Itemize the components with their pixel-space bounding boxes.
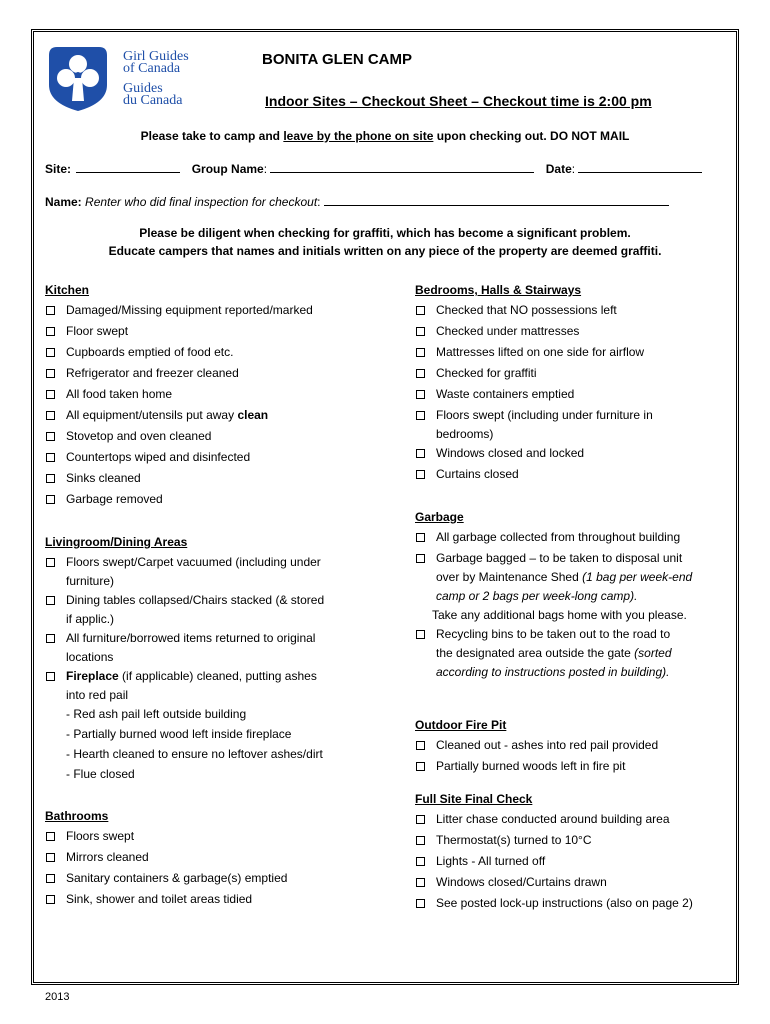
final-check-item: Lights - All turned off [415, 852, 735, 873]
checkbox[interactable] [416, 390, 425, 399]
page-subtitle: Indoor Sites – Checkout Sheet – Checkout time is 2:00 pm [265, 93, 652, 109]
bathroom-item: Sink, shower and toilet areas tidied [45, 890, 390, 911]
checkbox[interactable] [46, 306, 55, 315]
checkbox[interactable] [416, 630, 425, 639]
kitchen-item: Damaged/Missing equipment reported/marked [45, 301, 390, 322]
checkbox[interactable] [46, 596, 55, 605]
logo-text [123, 51, 189, 107]
group-name-field[interactable] [270, 161, 534, 173]
name-label: Name: [45, 195, 82, 209]
checkbox[interactable] [416, 533, 425, 542]
name-hint: Renter who did final inspection for checkout [85, 195, 318, 209]
living-subitem: - Hearth cleaned to ensure no leftover ashes/dirt [66, 747, 323, 761]
checkbox[interactable] [46, 558, 55, 567]
living-subitem: - Red ash pail left outside building [66, 707, 247, 721]
living-item: Fireplace (if applicable) cleaned, putting ashes into red pail [45, 667, 390, 705]
bedroom-item: Mattresses lifted on one side for airflow [415, 343, 735, 364]
left-column [45, 281, 390, 911]
checkbox[interactable] [416, 815, 425, 824]
checkbox[interactable] [46, 474, 55, 483]
living-title: Livingroom/Dining Areas [45, 535, 188, 549]
name-field[interactable] [324, 194, 669, 206]
right-column [415, 281, 735, 915]
instructions-note [0, 129, 770, 143]
instructions-part-1: Please take to camp and [140, 129, 284, 143]
name-colon: : [317, 195, 321, 209]
checkbox[interactable] [416, 369, 425, 378]
final-check-item: Litter chase conducted around building area [415, 810, 735, 831]
date-colon: : [571, 162, 576, 176]
site-field[interactable] [76, 161, 180, 173]
checkbox[interactable] [46, 390, 55, 399]
checkbox[interactable] [46, 672, 55, 681]
kitchen-item: Garbage removed [45, 490, 390, 511]
checkbox[interactable] [416, 554, 425, 563]
kitchen-item: Cupboards emptied of food etc. [45, 343, 390, 364]
kitchen-item: Floor swept [45, 322, 390, 343]
bedroom-item: Checked for graffiti [415, 364, 735, 385]
checkbox[interactable] [46, 411, 55, 420]
bedroom-item: Floors swept (including under furniture in bedrooms) [415, 406, 735, 444]
checkbox[interactable] [416, 449, 425, 458]
checkbox[interactable] [416, 836, 425, 845]
date-label: Date [545, 162, 572, 176]
bathroom-item: Mirrors cleaned [45, 848, 390, 869]
site-label: Site: [45, 162, 72, 176]
warning-line-1: Please be diligent when checking for graffiti, which has become a significant problem. [139, 226, 631, 240]
checkbox[interactable] [46, 853, 55, 862]
kitchen-item: All equipment/utensils put away clean [45, 406, 390, 427]
kitchen-item: Refrigerator and freezer cleaned [45, 364, 390, 385]
group-name-label: Group Name [191, 162, 264, 176]
firepit-title: Outdoor Fire Pit [415, 718, 507, 732]
garbage-item: Garbage bagged – to be taken to disposal unit over by Maintenance Shed (1 bag per week-end camp or 2 bags per week-long camp). Take any additional bags home with you please. [415, 549, 735, 625]
logo-line-4: du Canada [123, 93, 183, 108]
kitchen-title: Kitchen [45, 283, 90, 297]
name-row [45, 194, 669, 209]
bedroom-item: Checked that NO possessions left [415, 301, 735, 322]
kitchen-item: Sinks cleaned [45, 469, 390, 490]
kitchen-item: All food taken home [45, 385, 390, 406]
checkbox[interactable] [416, 306, 425, 315]
checkbox[interactable] [416, 470, 425, 479]
checkbox[interactable] [416, 348, 425, 357]
graffiti-warning [0, 224, 770, 260]
final-check-item: See posted lock-up instructions (also on page 2) [415, 894, 735, 915]
firepit-item: Partially burned woods left in fire pit [415, 757, 735, 778]
checkbox[interactable] [46, 432, 55, 441]
bathrooms-title: Bathrooms [45, 809, 109, 823]
kitchen-item: Stovetop and oven cleaned [45, 427, 390, 448]
logo-line-3: Guides [123, 81, 163, 96]
checkbox[interactable] [46, 874, 55, 883]
checkbox[interactable] [416, 327, 425, 336]
form-fields-row [45, 161, 702, 176]
living-item: All furniture/borrowed items returned to original locations [45, 629, 390, 667]
checkbox[interactable] [46, 495, 55, 504]
page-title: BONITA GLEN CAMP [262, 51, 412, 68]
living-subitem: - Flue closed [66, 767, 135, 781]
checkbox[interactable] [46, 453, 55, 462]
bedroom-item: Checked under mattresses [415, 322, 735, 343]
bedrooms-title: Bedrooms, Halls & Stairways [415, 283, 582, 297]
bedroom-item: Waste containers emptied [415, 385, 735, 406]
checkbox[interactable] [46, 832, 55, 841]
warning-line-2: Educate campers that names and initials written on any piece of the property are deemed graffiti. [108, 244, 662, 258]
trefoil-icon [47, 45, 109, 113]
checkbox[interactable] [46, 348, 55, 357]
living-item: Floors swept/Carpet vacuumed (including under furniture) [45, 553, 390, 591]
living-subitem: - Partially burned wood left inside fireplace [66, 727, 292, 741]
garbage-title: Garbage [415, 510, 464, 524]
logo-line-1: Girl Guides [123, 49, 189, 64]
group-name-colon: : [263, 162, 268, 176]
checkbox[interactable] [46, 369, 55, 378]
bathroom-item: Floors swept [45, 827, 390, 848]
checkbox[interactable] [46, 895, 55, 904]
logo-line-2: of Canada [123, 61, 181, 76]
bathroom-item: Sanitary containers & garbage(s) emptied [45, 869, 390, 890]
checkbox[interactable] [416, 899, 425, 908]
checkbox[interactable] [416, 857, 425, 866]
instructions-part-2: leave by the phone on site [283, 129, 434, 143]
kitchen-item: Countertops wiped and disinfected [45, 448, 390, 469]
date-field[interactable] [578, 161, 702, 173]
footer-year: 2013 [45, 991, 70, 1003]
checkbox[interactable] [416, 741, 425, 750]
garbage-item: All garbage collected from throughout building [415, 528, 735, 549]
checkbox[interactable] [416, 411, 425, 420]
final-check-title: Full Site Final Check [415, 792, 533, 806]
checkbox[interactable] [46, 327, 55, 336]
instructions-part-3: upon checking out. DO NOT MAIL [433, 129, 630, 143]
firepit-item: Cleaned out - ashes into red pail provided [415, 736, 735, 757]
checkbox[interactable] [416, 762, 425, 771]
bedroom-item: Windows closed and locked [415, 444, 735, 465]
checkbox[interactable] [46, 634, 55, 643]
final-check-item: Windows closed/Curtains drawn [415, 873, 735, 894]
checkbox[interactable] [416, 878, 425, 887]
clean-word: clean [237, 408, 269, 422]
garbage-item: Recycling bins to be taken out to the road to the designated area outside the gate (sorted according to instructions posted in building). [415, 625, 735, 682]
final-check-item: Thermostat(s) turned to 10°C [415, 831, 735, 852]
living-item: Dining tables collapsed/Chairs stacked (& stored if applic.) [45, 591, 390, 629]
bedroom-item: Curtains closed [415, 465, 735, 486]
